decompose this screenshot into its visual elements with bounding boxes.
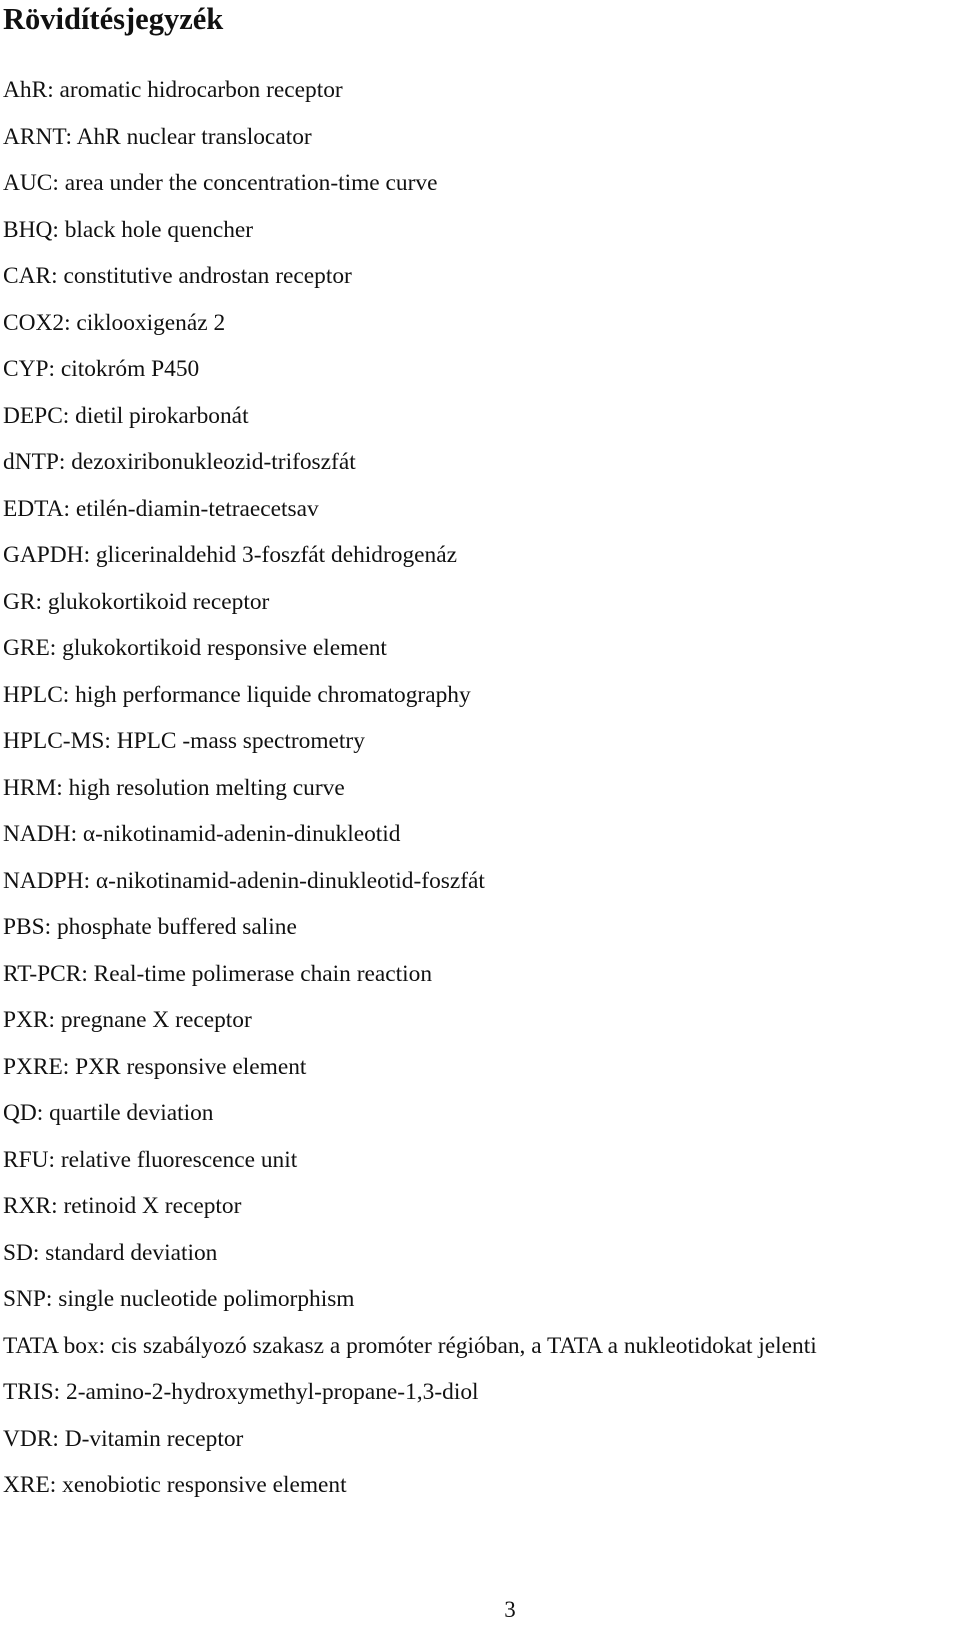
- abbreviation-entry: VDR: D-vitamin receptor: [3, 1425, 244, 1452]
- abbreviation-entry: AhR: aromatic hidrocarbon receptor: [3, 77, 343, 103]
- abbreviation-entry: XRE: xenobiotic responsive element: [3, 1472, 347, 1498]
- abbreviation-entry: GAPDH: glicerinaldehid 3-foszfát dehidrogenáz: [3, 542, 458, 568]
- abbreviation-entry: QD: quartile deviation: [3, 1100, 214, 1126]
- abbreviation-entry: HPLC-MS: HPLC -mass spectrometry: [3, 728, 365, 754]
- abbreviation-entry: TATA box: cis szabályozó szakasz a promóter régióban, a TATA a nukleotidokat jelenti: [3, 1332, 817, 1359]
- abbreviation-entry: TRIS: 2-amino-2-hydroxymethyl-propane-1,3-diol: [3, 1379, 479, 1405]
- abbreviation-entry: ARNT: AhR nuclear translocator: [3, 123, 312, 150]
- abbreviation-entry: CAR: constitutive androstan receptor: [3, 263, 352, 289]
- abbreviation-entry: CYP: citokróm P450: [3, 356, 200, 382]
- abbreviation-list: [3, 70, 817, 1512]
- abbreviation-entry: COX2: ciklooxigenáz 2: [3, 309, 226, 336]
- abbreviation-entry: HRM: high resolution melting curve: [3, 774, 345, 801]
- abbreviation-entry: RT-PCR: Real-time polimerase chain reaction: [3, 960, 433, 987]
- abbreviation-entry: PXRE: PXR responsive element: [3, 1053, 307, 1080]
- abbreviation-entry: HPLC: high performance liquide chromatography: [3, 681, 471, 708]
- abbreviation-entry: EDTA: etilén-diamin-tetraecetsav: [3, 495, 319, 522]
- abbreviation-entry: SD: standard deviation: [3, 1239, 218, 1266]
- abbreviation-entry: BHQ: black hole quencher: [3, 216, 254, 243]
- abbreviation-entry: NADPH: α-nikotinamid-adenin-dinukleotid-foszfát: [3, 867, 485, 894]
- abbreviation-entry: NADH: α-nikotinamid-adenin-dinukleotid: [3, 821, 401, 847]
- abbreviation-entry: SNP: single nucleotide polimorphism: [3, 1286, 355, 1312]
- abbreviation-entry: AUC: area under the concentration-time curve: [3, 170, 438, 196]
- abbreviation-entry: GR: glukokortikoid receptor: [3, 588, 270, 615]
- abbreviation-entry: GRE: glukokortikoid responsive element: [3, 635, 387, 661]
- abbreviation-entry: DEPC: dietil pirokarbonát: [3, 402, 249, 429]
- abbreviation-entry: PBS: phosphate buffered saline: [3, 914, 297, 940]
- page-title: Rövidítésjegyzék: [3, 2, 224, 36]
- abbreviation-entry: dNTP: dezoxiribonukleozid-trifoszfát: [3, 449, 356, 475]
- abbreviation-entry: PXR: pregnane X receptor: [3, 1007, 252, 1033]
- abbreviation-entry: RXR: retinoid X receptor: [3, 1193, 242, 1219]
- page-number: 3: [504, 1597, 516, 1622]
- abbreviation-entry: RFU: relative fluorescence unit: [3, 1146, 298, 1173]
